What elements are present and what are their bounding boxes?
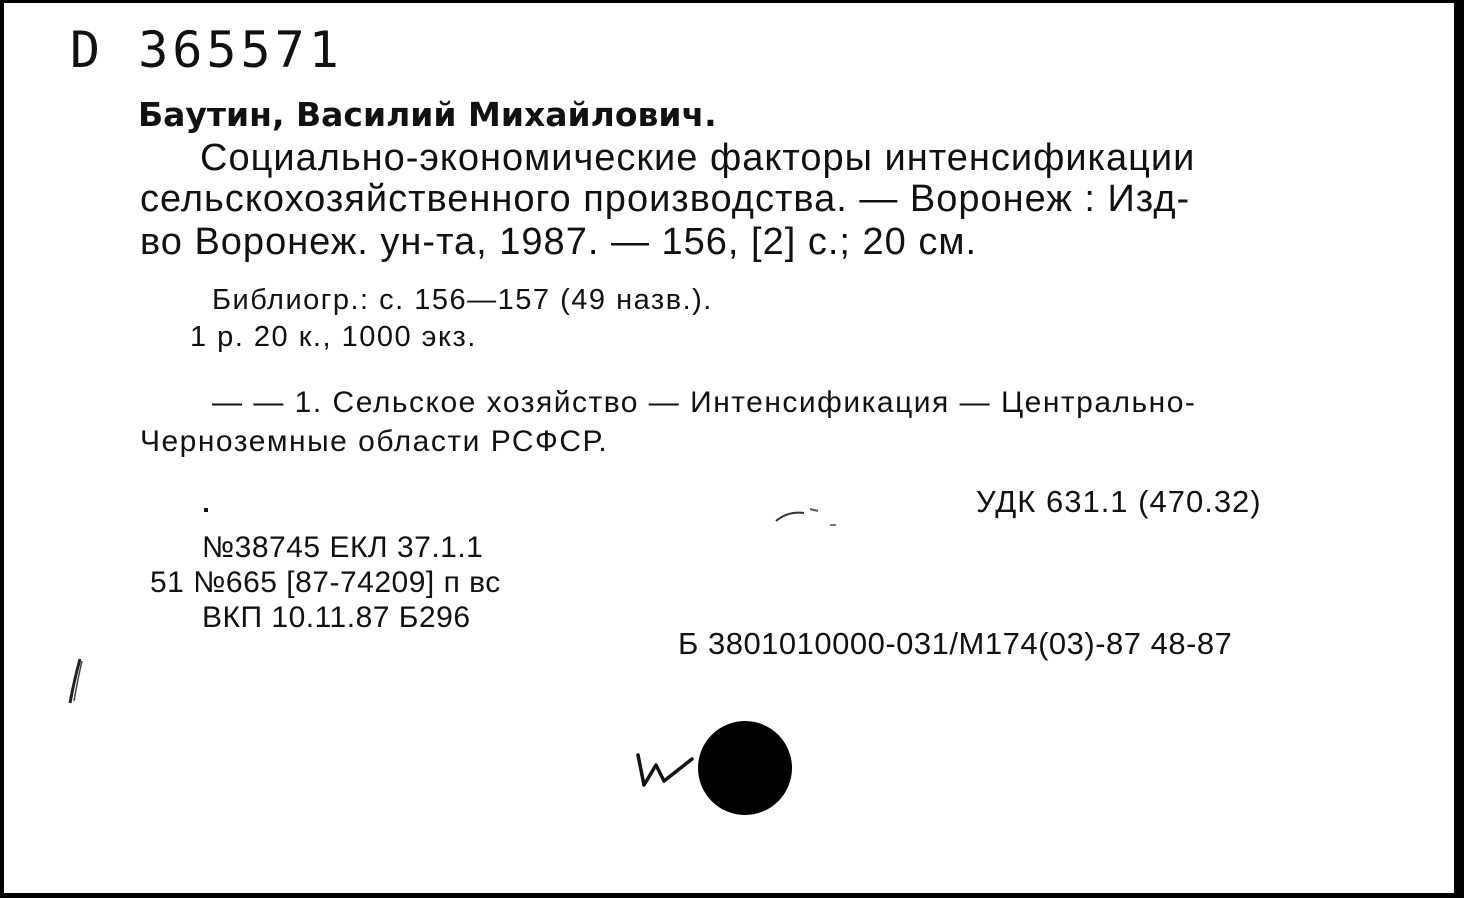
title-line-1: Социально-экономические факторы интенсификации	[200, 137, 1196, 179]
catalog-card	[4, 3, 1454, 893]
accession-line-2: 51 №665 [87-74209] п вс	[150, 566, 501, 599]
handwritten-stroke	[60, 655, 90, 707]
title-line-2: сельскохозяйственного производства. — Воронеж : Изд-	[140, 178, 1191, 220]
subject-line-1: — — 1. Сельское хозяйство — Интенсификация — Центрально-	[212, 386, 1197, 419]
pencil-mark	[774, 503, 844, 533]
punch-hole-dot	[698, 721, 792, 815]
subject-line-2: Черноземные области РСФСР.	[140, 425, 609, 458]
handwritten-w-mark	[634, 751, 698, 791]
price-print-run-note: 1 р. 20 к., 1000 экз.	[190, 321, 477, 353]
title-line-3: во Воронеж. ун-та, 1987. — 156, [2] с.; 20 см.	[140, 221, 978, 263]
accession-line-1: №38745 ЕКЛ 37.1.1	[202, 531, 484, 564]
ink-speck	[204, 508, 208, 512]
udk-code: УДК 631.1 (470.32)	[976, 484, 1262, 519]
author-heading: Баутин, Василий Михайлович.	[138, 95, 717, 134]
accession-line-3: ВКП 10.11.87 Б296	[202, 601, 471, 634]
bbk-code: Б 3801010000-031/М174(03)-87 48-87	[678, 626, 1233, 661]
call-number: D 365571	[70, 21, 343, 79]
bibliography-note: Библиогр.: с. 156—157 (49 назв.).	[212, 284, 713, 316]
